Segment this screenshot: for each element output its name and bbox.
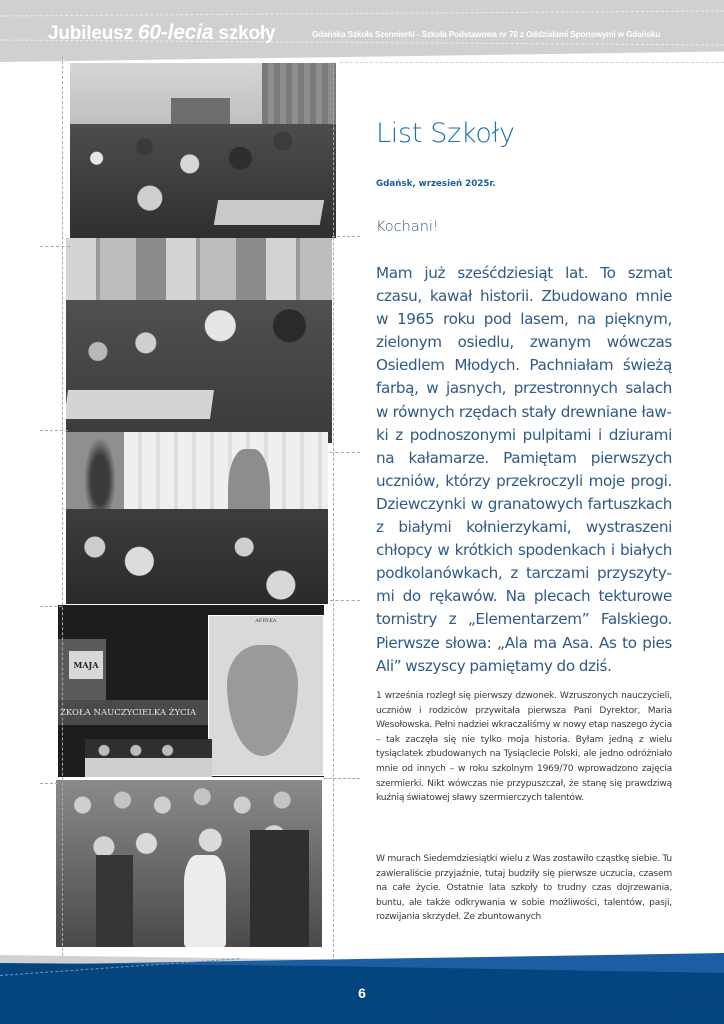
article-lead-paragraph: Mam już sześćdziesiąt lat. To szmat czasu, kawał historii. Zbudowano mnie w 1965 roku pod lasem, na pięknym, zielonym osiedlu, zwanym wówczas Osiedlem Młodych. Pachniałam świeżą farbą, w jasnych, przestronnych salach w równych rzędach stały drewniane ławki z podnoszonymi pulpitami i dziurami na kałamarze. Pamiętam pierwszych uczniów, którzy przekroczyli moje progi. Dziewczynki w granatowych fartuszkach z białymi kołnierzykami, wystraszeni chłopcy w krótkich spodenkach i białych podkolanówkach, z tarczami przyszytymi do rękawów. Na plecach tekturowe tornistry z „Elementarzem” Falskiego. Pierwsze słowa: „Ala ma Asa. As to pies Ali” wszyscy pamiętamy do dziś. [376,264,672,675]
crop-guide [324,778,360,779]
photo-pupils [66,300,332,444]
photo-stripe-text: ZKOŁA NAUCZYCIELKA ŻYCIA [60,707,197,718]
photo-banner-sign: MAJA [69,651,103,679]
photo-presidium-table [85,739,213,777]
title-suffix: szkoły [213,23,276,44]
crop-guide [40,246,70,247]
photo-desk [66,390,214,419]
article-greeting: Kochani! [376,219,439,235]
article-paragraph: 1 września rozległ się pierwszy dzwonek. Wzruszonych nauczycieli, uczniów i rodziców przywitała pierwsza Pani Dyrektor, Maria Wesołowska. Pełni nadziei wkraczaliśmy w nowy etap naszego życia – tak zaczęła się nie tylko moja historia. Byłam jedną z wielu tysiąclatek zbudowanych na Tysiąclecie Polski, ale jedno odróżniało mnie od innych – w roku szkolnym 1969/70 wprowadzono zajęcia szermierki. Nikt wówczas nie przypuszczał, że stanę się prawdziwą kuźnią światowej sławy szermierczych talentów. [376,691,672,804]
photo-map-title: AFRYKA [255,618,277,625]
crop-guide [330,600,360,601]
article-paragraph: W murach Siedemdziesiątki wielu z Was zostawiło cząstkę siebie. Tu zawieraliście przyjaźnie, tutaj budziły się pierwsze uczucia, czasem na całe życie. Ostatnie lata szkoły to trudny czas dojrzewania, buntu, ale także odkrywania w sobie możliwości, talentów, pasji, rozwijania skrzydeł. Ze zbuntowanych [376,854,672,923]
photo-stripe [58,700,223,726]
photo-dark-coat [250,830,309,947]
photo-desk [214,200,325,225]
photo-white-dress [184,855,227,947]
article-dateline: Gdańsk, wrzesień 2025r. [376,179,496,189]
crop-guide [330,452,360,453]
crop-guide [332,236,360,237]
photo-pupils [66,509,328,604]
crop-guide [40,606,62,607]
crop-guide [333,62,334,962]
photo-map-continent [227,645,298,756]
photo-school-performance [56,780,322,947]
article-title: List Szkoły [376,118,515,149]
crop-guide [40,430,68,431]
photo-reader [96,855,133,947]
crop-guide [40,783,58,784]
school-name-subtitle: Gdańska Szkoła Szermierki - Szkoła Podstawowa nr 70 z Oddziałami Sportowymi w Gdańsku [312,30,661,39]
page-number: 6 [358,985,366,1001]
photo-stage-africa-map [58,605,324,777]
title-emphasis: 60-lecia [137,21,214,44]
divider [340,62,724,63]
photo-classroom-2 [66,238,332,443]
photo-map [208,615,324,775]
photo-banner [58,639,106,708]
title-prefix: Jubileusz [48,23,138,44]
crop-guide [62,56,63,956]
photo-strip [0,0,360,1024]
photo-classroom-1 [70,63,336,238]
photo-classroom-3 [66,432,328,604]
